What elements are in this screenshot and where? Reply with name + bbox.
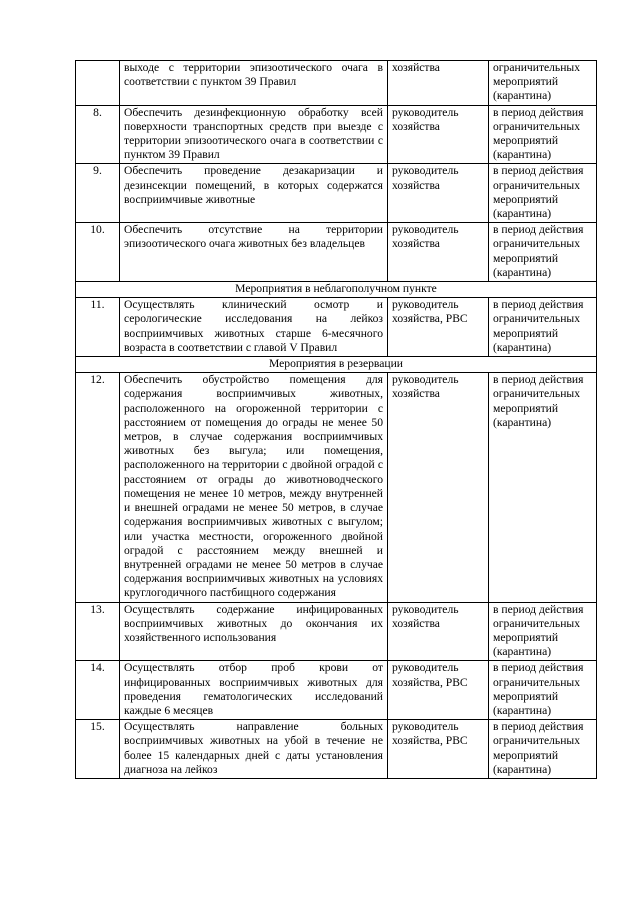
responsible-cell: руководитель хозяйства, РВС	[388, 720, 489, 779]
section-row	[76, 357, 597, 373]
row-number: 8.	[76, 105, 120, 164]
measure-text: Осуществлять клинический осмотр и серологические исследования на лейкоз восприимчивых животных старше 6-месячного возраста в соответствии с главой V Правил	[120, 298, 388, 357]
measure-text: выходе с территории эпизоотического очага в соответствии с пунктом 39 Правил	[120, 61, 388, 106]
responsible-cell: руководитель хозяйства	[388, 373, 489, 602]
measure-text: Осуществлять направление больных восприимчивых животных на убой в течение не более 15 календарных дней с даты установления диагноза на лейкоз	[120, 720, 388, 779]
table-row	[76, 602, 597, 661]
table-row	[76, 164, 597, 223]
row-number: 14.	[76, 661, 120, 720]
period-cell: в период действия ограничительных мероприятий (карантина)	[489, 105, 597, 164]
measure-text: Обеспечить дезинфекционную обработку всей поверхности транспортных средств при выезде с территории эпизоотического очага в соответствии с пунктом 39 Правил	[120, 105, 388, 164]
responsible-cell: руководитель хозяйства	[388, 602, 489, 661]
responsible-cell: руководитель хозяйства	[388, 164, 489, 223]
measure-text: Обеспечить проведение дезакаризации и дезинсекции помещений, в которых содержатся восприимчивые животные	[120, 164, 388, 223]
measures-table	[75, 60, 597, 779]
table-row	[76, 298, 597, 357]
period-cell: в период действия ограничительных мероприятий (карантина)	[489, 223, 597, 282]
section-title: Мероприятия в неблагополучном пункте	[76, 282, 597, 298]
table-row	[76, 223, 597, 282]
row-number: 9.	[76, 164, 120, 223]
period-cell: в период действия ограничительных мероприятий (карантина)	[489, 602, 597, 661]
responsible-cell: руководитель хозяйства, РВС	[388, 298, 489, 357]
row-number: 11.	[76, 298, 120, 357]
row-number: 12.	[76, 373, 120, 602]
period-cell: в период действия ограничительных мероприятий (карантина)	[489, 298, 597, 357]
measure-text: Осуществлять отбор проб крови от инфицированных восприимчивых животных для проведения гематологических исследований каждые 6 месяцев	[120, 661, 388, 720]
period-cell: в период действия ограничительных мероприятий (карантина)	[489, 164, 597, 223]
table-row	[76, 373, 597, 602]
period-cell: в период действия ограничительных мероприятий (карантина)	[489, 720, 597, 779]
section-row	[76, 282, 597, 298]
row-number: 10.	[76, 223, 120, 282]
table-row	[76, 661, 597, 720]
row-number: 13.	[76, 602, 120, 661]
measure-text: Обеспечить обустройство помещения для содержания восприимчивых животных, расположенного на огороженной территории с расстоянием от помещения до ограды не менее 50 метров, в случае содержания восприимчивых животных без выгула; или помещения, расположенного на территории с двойной оградой с расстоянием от ограды до животноводческого помещения не менее 10 метров, между внутренней и внешней оградами не менее 50 метров, в случае содержания восприимчивых животных с выгулом; или участка местности, огороженного двойной оградой с расстоянием между внешней и внутренней оградами не менее 50 метров в случае содержания восприимчивых животных на условиях круглогодичного пастбищного содержания	[120, 373, 388, 602]
measure-text: Осуществлять содержание инфицированных восприимчивых животных до окончания их хозяйственного использования	[120, 602, 388, 661]
responsible-cell: руководитель хозяйства	[388, 105, 489, 164]
responsible-cell: хозяйства	[388, 61, 489, 106]
responsible-cell: руководитель хозяйства, РВС	[388, 661, 489, 720]
measure-text: Обеспечить отсутствие на территории эпизоотического очага животных без владельцев	[120, 223, 388, 282]
responsible-cell: руководитель хозяйства	[388, 223, 489, 282]
row-number	[76, 61, 120, 106]
table-row	[76, 105, 597, 164]
row-number: 15.	[76, 720, 120, 779]
table-row	[76, 720, 597, 779]
period-cell: ограничительных мероприятий (карантина)	[489, 61, 597, 106]
table-row	[76, 61, 597, 106]
section-title: Мероприятия в резервации	[76, 357, 597, 373]
period-cell: в период действия ограничительных мероприятий (карантина)	[489, 373, 597, 602]
period-cell: в период действия ограничительных мероприятий (карантина)	[489, 661, 597, 720]
